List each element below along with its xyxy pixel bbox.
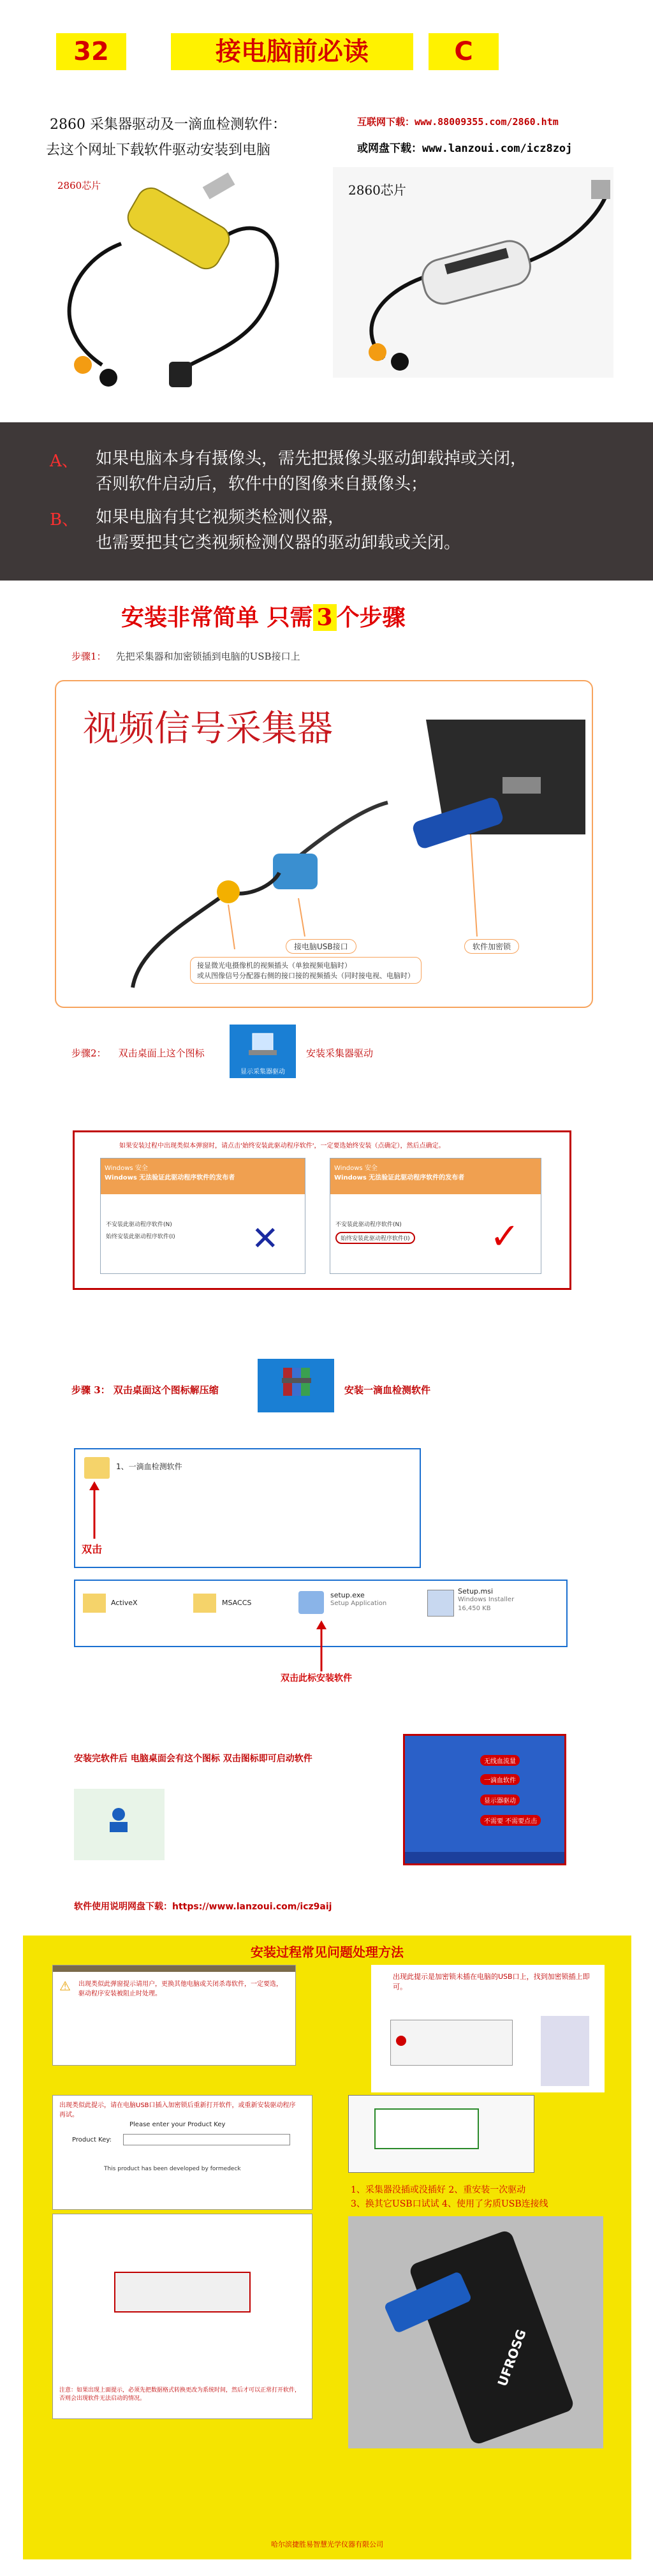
variant-badge: C [429, 33, 499, 70]
driver-notice: 如果安装过程中出现类似本弹窗时，请点击'始终安装此驱动程序软件'，一定要选始终安装（点确定），然后点确定。 [119, 1143, 445, 1150]
taskbar [405, 1852, 564, 1863]
video-note-line1: 接显微光电摄像机的视频插头（单独视频电脑时） [197, 961, 351, 970]
warning-b-line2: 也需要把其它类视频检测仪器的驱动卸载或关闭。 [96, 533, 461, 552]
desktop-label-4: 不需要 不需要点击 [480, 1815, 541, 1826]
dialog-right [330, 1158, 541, 1274]
step2-label: 步骤2： [71, 1047, 106, 1059]
faq-title: 安装过程常见问题处理方法 [251, 1944, 404, 1960]
step3-label: 步骤 3： [71, 1384, 110, 1396]
file-setup-msi-icon[interactable] [427, 1590, 454, 1617]
folder-icon[interactable] [84, 1457, 110, 1479]
product-photo-yellow [32, 167, 300, 403]
page-title: 接电脑前必读 [171, 33, 413, 70]
faq-q5 [52, 2214, 312, 2419]
double-click-label: 双击 [82, 1543, 103, 1555]
desktop-label-3: 显示器驱动 [480, 1795, 520, 1805]
step1-label: 步骤1： [71, 651, 106, 662]
driver-dialog-frame [73, 1130, 571, 1290]
step1-text: 先把采集器和加密锁插到电脑的USB接口上 [115, 651, 300, 662]
chip-label-right: 2860芯片 [348, 182, 406, 198]
video-note-line2: 或从图像信号分配器右侧的接口接的视频插头（同时接电视、电脑时） [197, 972, 415, 980]
step2-text: 双击桌面上这个图标 [118, 1047, 205, 1059]
q6-device [408, 2229, 575, 2446]
file-setup-exe-icon[interactable] [298, 1591, 324, 1614]
faq-q2 [371, 1965, 605, 2092]
arrow-up-icon [88, 1481, 101, 1539]
white-collector-illustration [333, 167, 613, 378]
q3-msg: This product has been developed by formedeck [104, 2166, 241, 2172]
folder-name[interactable]: 1、一滴血检测软件 [116, 1462, 182, 1471]
driver-icon-caption: 显示采集器驱动 [240, 1069, 285, 1076]
step1-row [71, 649, 300, 663]
dongle-label: 软件加密锁 [464, 939, 519, 954]
q3-product-key-input[interactable] [123, 2134, 290, 2145]
q2-error-dialog [390, 2020, 513, 2066]
intro-line-2: 去这个网址下载软件驱动安装到电脑 [46, 142, 271, 158]
step3-row [71, 1383, 219, 1396]
file-activex-name[interactable]: ActiveX [111, 1599, 138, 1607]
dialog-right-option1[interactable]: 不安装此驱动程序软件(N) [335, 1222, 402, 1228]
download-link-web[interactable]: 互联网下载：www.88009355.com/2860.htm [357, 116, 559, 128]
step2-row [71, 1046, 205, 1060]
q2-text: 出现此提示是加密锁未插在电脑的USB口上，找到加密锁插上即可。 [393, 1973, 590, 1991]
install-heading-post: 个步骤 [336, 604, 406, 631]
desktop-screenshot [403, 1734, 566, 1865]
collector-frame [55, 680, 593, 1008]
step2-action: 安装采集器驱动 [306, 1047, 374, 1059]
download-link-pan[interactable]: 或网盘下载：www.lanzoui.com/icz8zoj [357, 142, 573, 155]
q2-dongle-photo [541, 2016, 589, 2086]
q3-product-label: Product Key: [72, 2136, 112, 2143]
q4-line1: 1、采集器没插或没插好 2、重安装一次驱动 [351, 2185, 526, 2195]
q4-line2: 3、换其它USB口试试 4、使用了劣质USB连接线 [351, 2199, 548, 2209]
dialog-right-option2[interactable]: 始终安装此驱动程序软件(I) [335, 1232, 415, 1244]
manual-download-link[interactable]: 软件使用说明网盘下载：https://www.lanzoui.com/icz9aij [74, 1902, 332, 1912]
q6-brand: UFROSG [494, 2327, 529, 2388]
file-msaccs-icon[interactable] [193, 1594, 216, 1613]
step3-text: 双击桌面这个图标解压缩 [113, 1384, 219, 1396]
faq-q1 [52, 1965, 296, 2066]
warning-a-line1: 如果电脑本身有摄像头，需先把摄像头驱动卸载掉或关闭， [96, 449, 527, 468]
step3-action: 安装一滴血检测软件 [344, 1384, 431, 1396]
file-setup-exe-type: Setup Application [330, 1600, 387, 1607]
dialog-left-titlebar [101, 1158, 305, 1194]
q3-text: 出现类似此提示，请在电脑USB口插入加密锁后重新打开软件，或重新安装驱动程序再试。 [59, 2102, 296, 2119]
q5-dialog [114, 2272, 251, 2313]
folder-window [74, 1448, 421, 1568]
dialog-left-option1[interactable]: 不安装此驱动程序软件(N) [106, 1222, 172, 1228]
intro-line-1: 2860 采集器驱动及一滴血检测软件： [50, 117, 286, 133]
dialog-right-title: Windows 安全 [334, 1165, 378, 1172]
file-setup-msi-type: Windows Installer [458, 1596, 515, 1603]
faq-q3 [52, 2095, 312, 2210]
q2-error-icon [396, 2036, 406, 2046]
file-msaccs-name[interactable]: MSACCS [222, 1599, 252, 1607]
install-heading-num: 3 [313, 604, 337, 631]
usb-port-label: 接电脑USB接口 [286, 939, 356, 954]
desktop-label-1: 无线血流量 [480, 1755, 520, 1766]
dialog-right-titlebar [330, 1158, 541, 1194]
winrar-icon [258, 1359, 334, 1412]
wrong-mark: ✕ [251, 1220, 279, 1258]
dialog-left-title: Windows 安全 [105, 1165, 148, 1172]
yellow-collector-illustration [32, 167, 300, 403]
faq-q6-photo [348, 2216, 603, 2448]
product-photo-white [333, 167, 613, 378]
desktop-label-2: 一滴血软件 [480, 1774, 520, 1785]
install-heading-pre: 安装非常简单 只需 [121, 604, 313, 631]
dialog-right-heading: Windows 无法验证此驱动程序软件的发布者 [334, 1174, 465, 1181]
faq-section [23, 1936, 631, 2559]
warning-b-label: B、 [50, 510, 79, 529]
dialog-left-heading: Windows 无法验证此驱动程序软件的发布者 [105, 1174, 235, 1181]
q1-warning-icon: ⚠ [59, 1978, 71, 1994]
after-install-text: 安装完软件后 电脑桌面会有这个图标 双击图标即可启动软件 [74, 1754, 312, 1764]
file-setup-msi-size: 16,450 KB [458, 1605, 491, 1612]
file-setup-exe-name[interactable]: setup.exe [330, 1591, 365, 1599]
install-heading [121, 600, 406, 632]
file-activex-icon[interactable] [83, 1594, 106, 1613]
warning-b-line1: 如果电脑有其它视频类检测仪器， [96, 508, 345, 527]
software-shortcut-icon [74, 1789, 165, 1860]
dialog-left [100, 1158, 305, 1274]
model-number-badge: 32 [56, 33, 126, 70]
dialog-left-option2[interactable]: 始终安装此驱动程序软件(I) [106, 1234, 175, 1240]
warning-a-line2: 否则软件启动后，软件中的图像来自摄像头； [96, 475, 428, 494]
double-click-setup-label: 双击此标安装软件 [281, 1673, 352, 1684]
q3-prompt: Please enter your Product Key [129, 2121, 226, 2128]
warning-a-label: A、 [50, 452, 78, 471]
faq-q4 [348, 2095, 534, 2173]
q5-text: 注意：如果出现上面提示，必须先把数据格式转换更改为系统时间，然后才可以正常打开软件，否则会出现软件无法启动的情况。 [59, 2387, 301, 2402]
video-note [190, 957, 422, 984]
arrow-up-setup-icon [315, 1620, 328, 1671]
q1-titlebar [53, 1965, 295, 1972]
q4-dialog [374, 2108, 479, 2149]
collector-title: 视频信号采集器 [83, 708, 333, 750]
q1-text: 出现类似此弹窗提示请用户，更换其他电脑或关闭杀毒软件，一定要选，驱动程序安装被阻止时处理。 [78, 1981, 282, 1997]
warning-banner [0, 422, 653, 581]
file-setup-msi-name[interactable]: Setup.msi [458, 1587, 494, 1595]
software-desktop-icon[interactable] [74, 1789, 165, 1860]
driver-desktop-icon[interactable] [230, 1025, 296, 1078]
faq-footer: 哈尔滨捷胜易智慧光学仪器有限公司 [271, 2540, 383, 2549]
correct-mark: ✓ [490, 1216, 520, 1257]
archive-desktop-icon[interactable] [258, 1359, 334, 1412]
chip-label-left: 2860芯片 [57, 180, 101, 191]
